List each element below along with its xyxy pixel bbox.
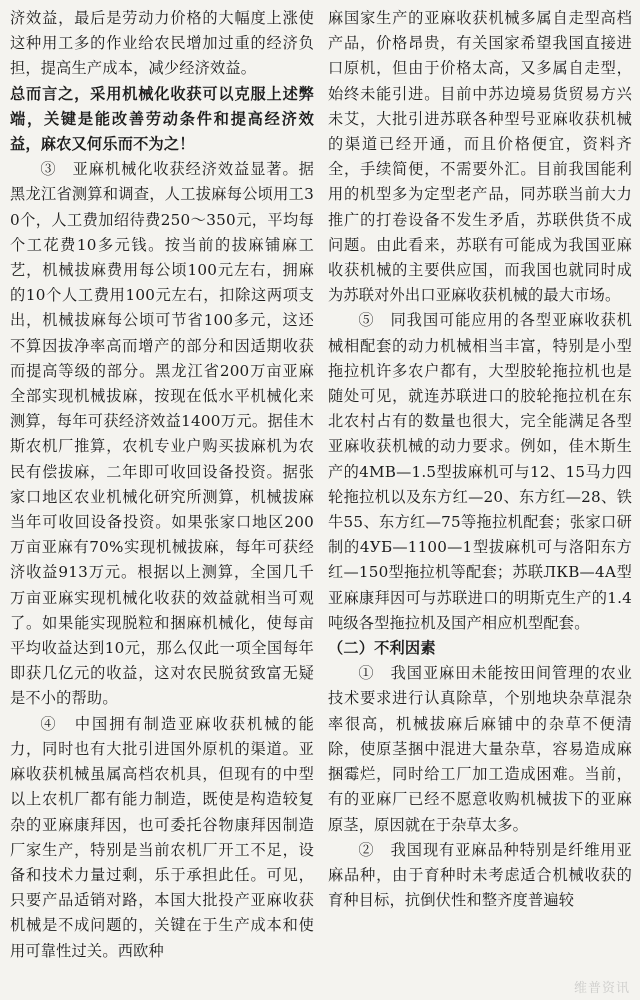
paragraph-summary: 总而言之，采用机械化收获可以克服上述弊端，关键是能改善劳动条件和提高经济效益，麻农又何乐而不为之！ bbox=[10, 84, 314, 154]
right-column bbox=[328, 6, 632, 994]
section-heading-unfavorable: （二）不利因素 bbox=[328, 639, 436, 658]
paragraph-unfavorable-1: ① 我国亚麻田未能按田间管理的农业技术要求进行认真除草，个别地块杂草混杂率很高，机械拔麻后麻铺中的杂草不便清除，使原茎捆中混进大量杂草，容易造成麻捆霉烂，同时给工厂加工造成困难。当前，有的亚麻厂已经不愿意收购机械拔下的亚麻原茎，原因就在于杂草太多。 bbox=[328, 664, 632, 834]
paragraph-econ-burden: 济效益，最后是劳动力价格的大幅度上涨使这种用工多的作业给农民增加过重的经济负担，提高生产成本，减少经济效益。 bbox=[10, 9, 314, 78]
paragraph-point-4-continued: 麻国家生产的亚麻收获机械多属自走型高档产品，价格昂贵，有关国家希望我国直接进口原机，但由于价格太高，又多属自走型，始终未能引进。目前中苏边境易货贸易方兴未艾，大批引进苏联各种型号亚麻收获机械的渠道已经开通，而且价格便宜，资料齐全，手续简便，不需要外汇。目前我国能利用的机型多为定型老产品，同苏联当前大力推广的打卷设备不发生矛盾，苏联供货不成问题。由此看来，苏联有可能成为我国亚麻收获机械的主要供应国，而我国也就同时成为苏联对外出口亚麻收获机械的最大市场。 bbox=[328, 9, 632, 305]
watermark-text: 维普资讯 bbox=[573, 981, 630, 996]
paragraph-point-5: ⑤ 同我国可能应用的各型亚麻收获机械相配套的动力机械相当丰富，特别是小型拖拉机许多农户都有，大型胶轮拖拉机也是随处可见，就连苏联进口的胶轮拖拉机在东北农村占有的数量也很大，完全能满足各型亚麻收获机械的动力要求。例如，佳木斯生产的4MB—1.5型拔麻机可与12、15马力四轮拖拉机以及东方红—20、东方红—28、铁牛55、东方红—75等拖拉机配套；张家口研制的4УБ—1100—1型拔麻机可与洛阳东方红—150型拖拉机等配套；苏联ЛКВ—4А型亚麻康拜因可与苏联进口的明斯克生产的1.4吨级各型拖拉机及国产相应机型配套。 bbox=[328, 311, 632, 632]
paragraph-point-4: ④ 中国拥有制造亚麻收获机械的能力，同时也有大批引进国外原机的渠道。亚麻收获机械虽属高档农机具，但现有的中型以上农机厂都有能力制造，既使是构造较复杂的亚麻康拜因，也可委托谷物康拜因制造厂家生产，特别是当前农机厂开工不足，设备和技术力量过剩，乐于承担此任。可见，只要产品适销对路，本国大批投产亚麻收获机械是不成问题的，关键在于生产成本和使用可靠性过关。西欧种 bbox=[10, 714, 314, 960]
left-column bbox=[10, 6, 314, 994]
paragraph-unfavorable-2: ② 我国现有亚麻品种特别是纤维用亚麻品种，由于育种时未考虑适合机械收获的育种目标，抗倒伏性和整齐度普遍较 bbox=[328, 840, 632, 910]
paragraph-point-3: ③ 亚麻机械化收获经济效益显著。据黑龙江省测算和调查，人工拔麻每公顷用工30个，人工费加绍待费250～350元，平均每个工花费10多元钱。按当前的拔麻铺麻工艺，机械拔麻费用每公顷100元左右，拥麻的10个人工费用100元左右，扣除这两项支出，机械拔麻每公顷可节省100多元，这还不算因拔净率高而增产的部分和因适期收获而提高等级的部分。黑龙江省200万亩亚麻全部实现机械拔麻，按现在低水平机械化来测算，每年可获经济效益1400万元。据佳木斯农机厂推算，农机专业户购买拔麻机为农民有偿拔麻，二年即可收回设备投资。据张家口地区农业机械化研究所测算，机械拔麻当年可收回设备投资。如果张家口地区200万亩亚麻有70%实现机械拔麻，每年可获经济收益913万元。根据以上测算，全国几千万亩亚麻实现机械化收获的效益就相当可观了。如果能实现脱粒和捆麻机械化，使每亩平均收益达到10元，那么仅此一项全国每年即获几亿元的收益，这对农民脱贫致富无疑是不小的帮助。 bbox=[10, 160, 314, 708]
